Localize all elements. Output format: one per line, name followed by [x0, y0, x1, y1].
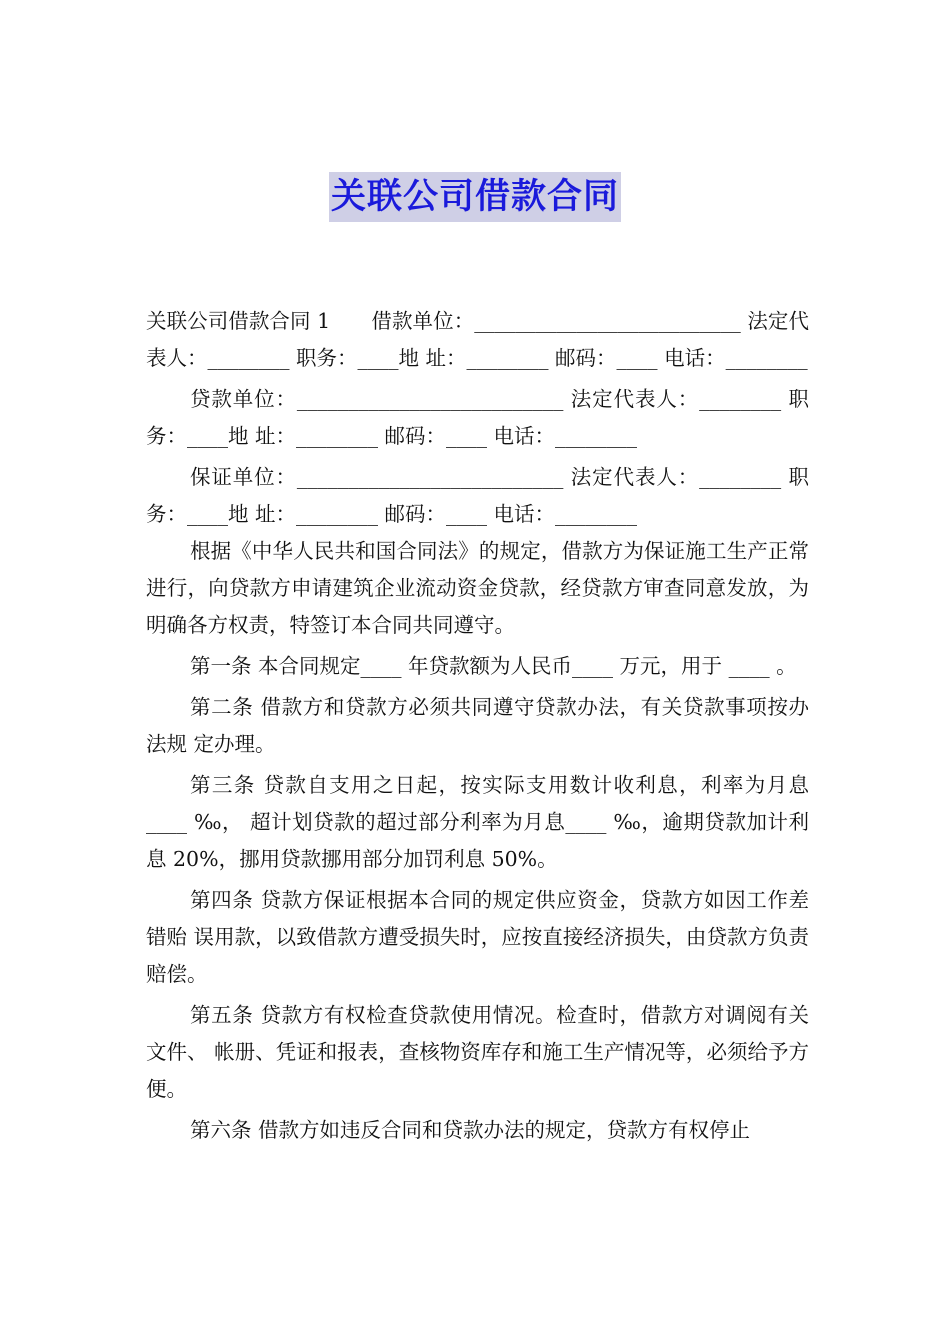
- paragraph-preamble: 根据《中华人民共和国合同法》的规定，借款方为保证施工生产正常进行，向贷款方申请建筑企业流动资金贷款，经贷款方审查同意发放，为明确各方权责，特签订本合同共同遵守。: [146, 539, 809, 637]
- document-title: 关联公司借款合同: [329, 172, 621, 222]
- document-body: [146, 303, 809, 1149]
- paragraph-guarantor: 保证单位：__________________________ 法定代表人：________ 职务：____地 址：________ 邮码：____ 电话：________: [146, 465, 809, 526]
- paragraph-lender: 贷款单位：__________________________ 法定代表人：________ 职务：____地 址：________ 邮码：____ 电话：________: [146, 387, 809, 448]
- paragraph-article-5: 第五条 贷款方有权检查贷款使用情况。检查时，借款方对调阅有关文件、 帐册、凭证和报表，查核物资库存和施工生产情况等，必须给予方便。: [146, 1003, 809, 1101]
- paragraph-article-4: 第四条 贷款方保证根据本合同的规定供应资金，贷款方如因工作差错贻 误用款，以致借款方遭受损失时，应按直接经济损失，由贷款方负责赔偿。: [146, 888, 809, 986]
- paragraph-article-1: 第一条 本合同规定____ 年贷款额为人民币____ 万元，用于 ____ 。: [190, 654, 797, 678]
- paragraph-article-2: 第二条 借款方和贷款方必须共同遵守贷款办法，有关贷款事项按办法规 定办理。: [146, 695, 809, 756]
- paragraph-article-6: 第六条 借款方如违反合同和贷款办法的规定，贷款方有权停止: [190, 1118, 751, 1142]
- paragraph-article-3: 第三条 贷款自支用之日起，按实际支用数计收利息，利率为月息____ ‰， 超计划贷款的超过部分利率为月息____ ‰，逾期贷款加计利息 20%，挪用贷款挪用部分加罚利息 50%。: [146, 773, 809, 871]
- paragraph-borrower: 关联公司借款合同 1 借款单位：__________________________ 法定代表人：________ 职务：____地 址：________ 邮码：____ 电话：________: [146, 309, 809, 370]
- title-container: [0, 172, 950, 222]
